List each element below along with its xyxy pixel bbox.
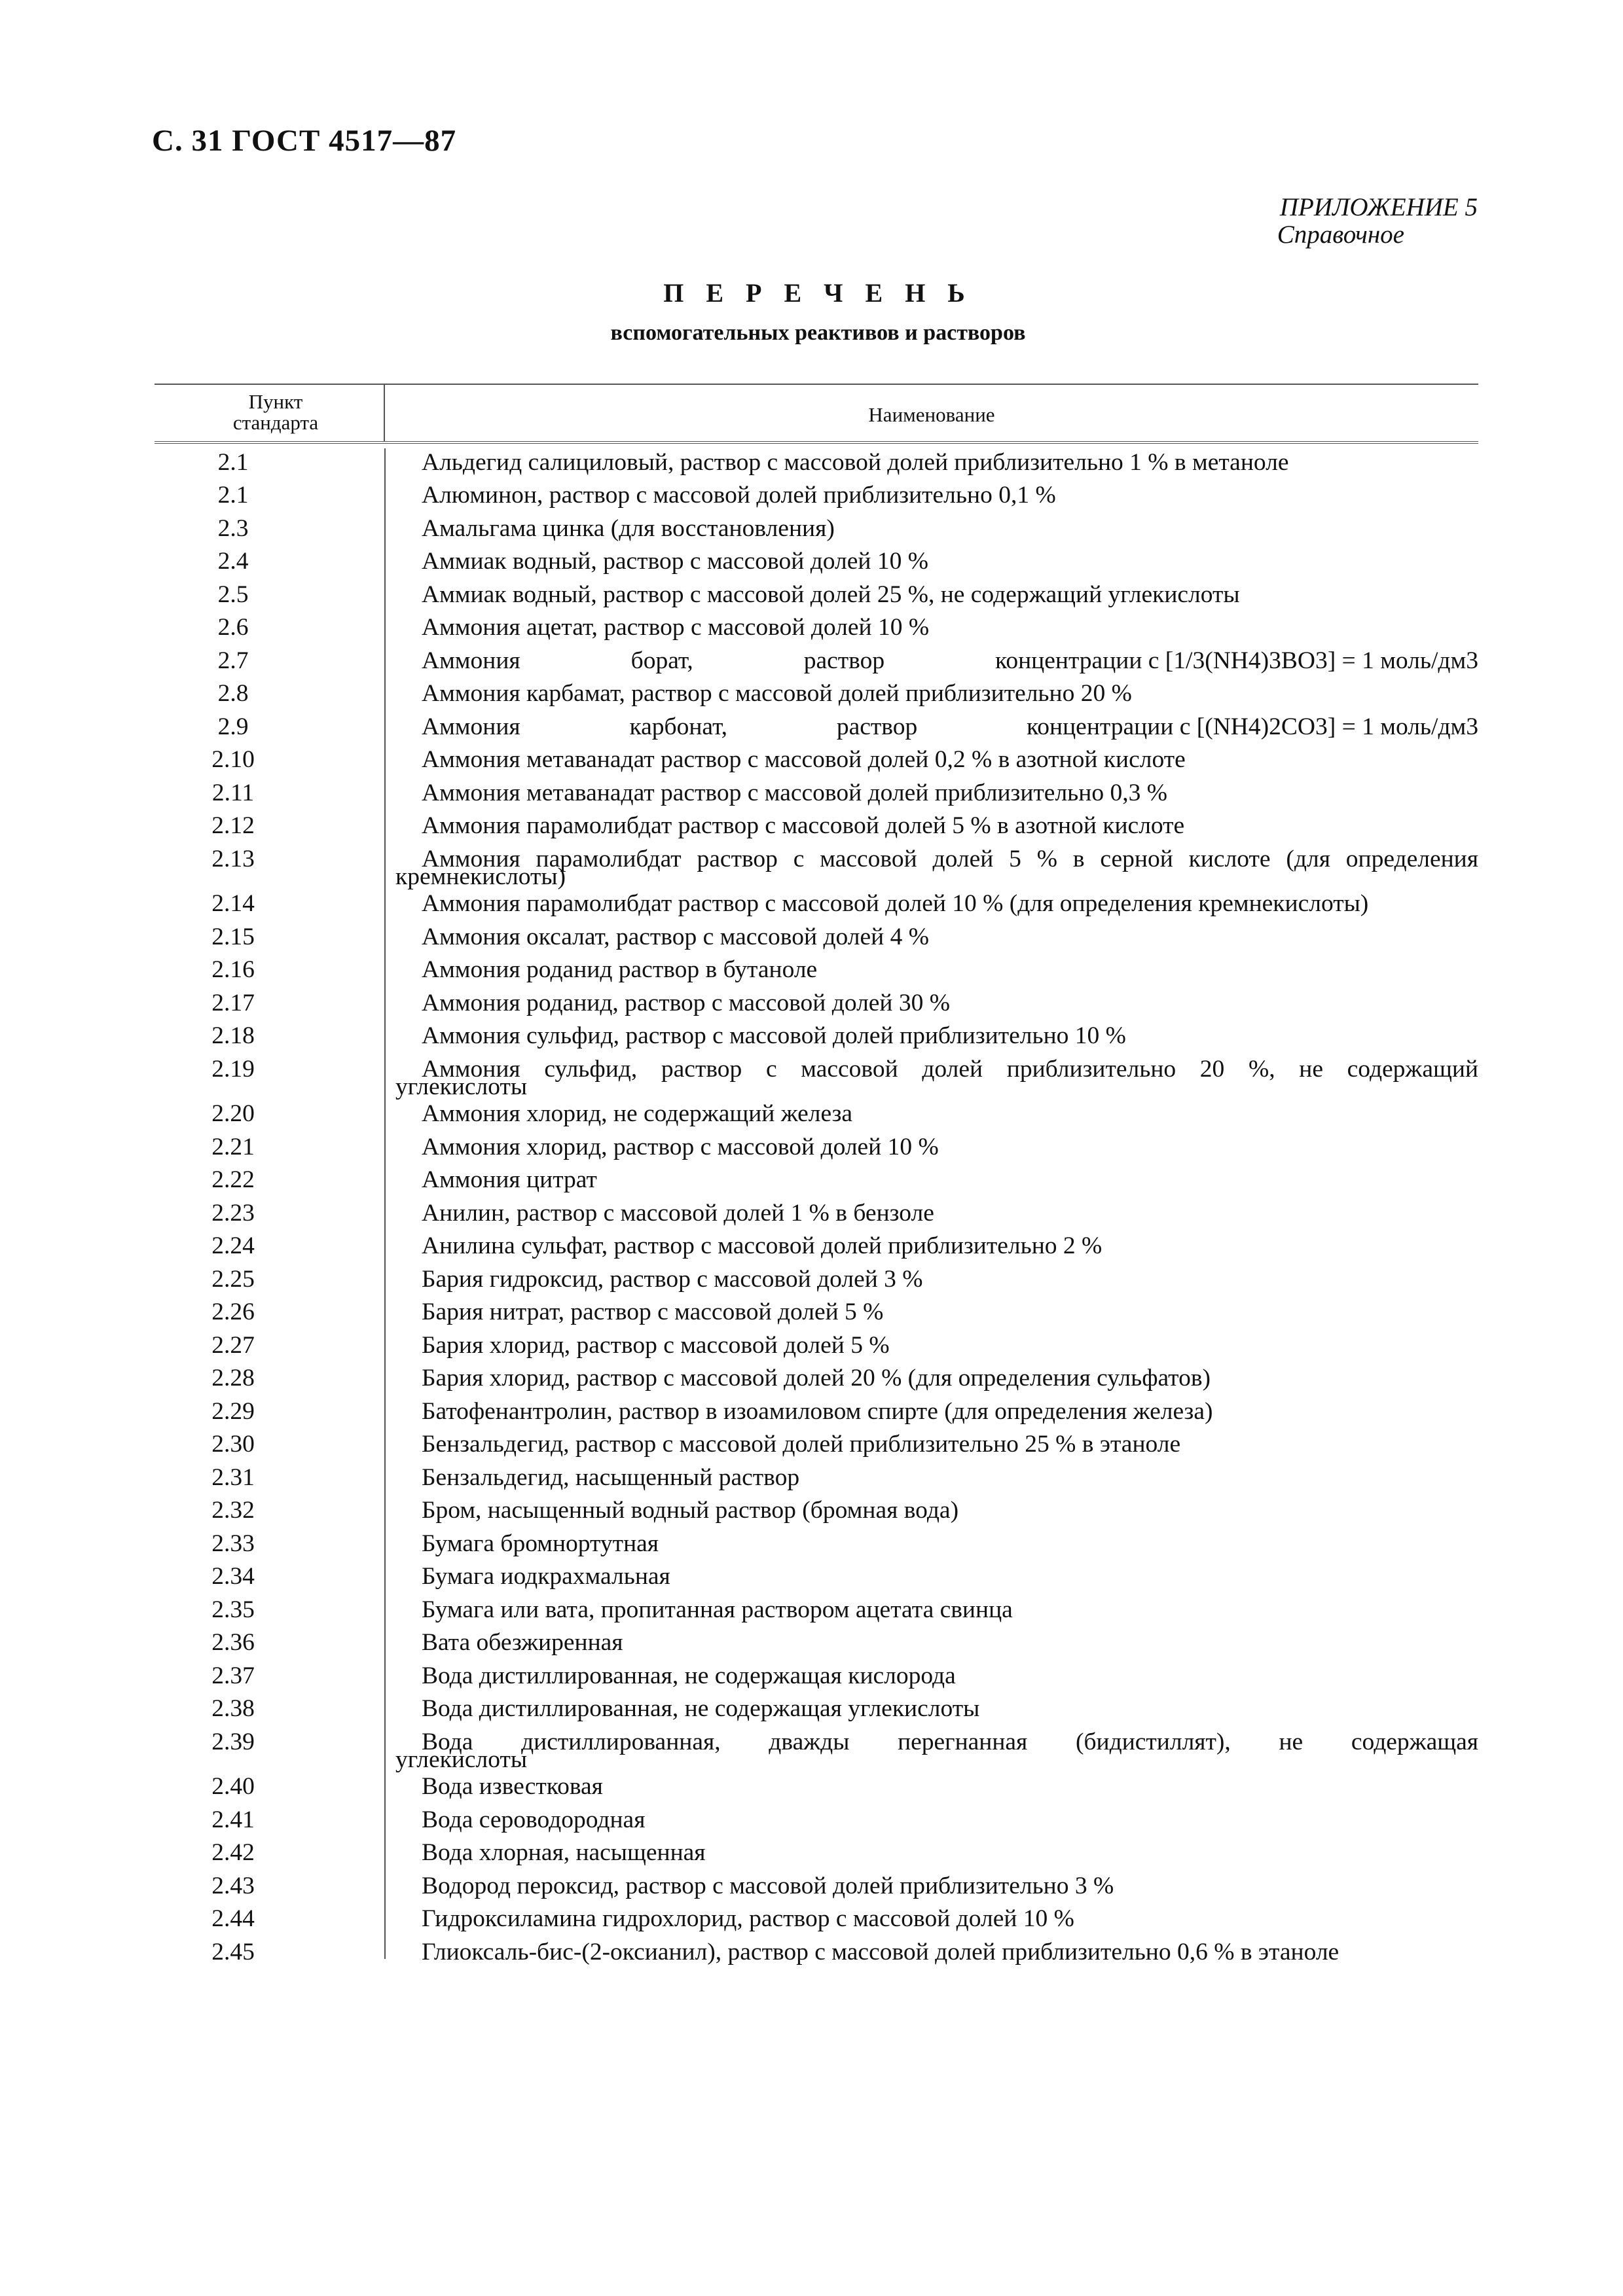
item-name-text: Батофенантролин, раствор в изоамиловом спирте (для определения железа) [422,1397,1213,1425]
item-number: 2.1 [217,448,249,476]
item-name-line1: Аммония сульфид, раствор с массовой долей приблизительно 20 %, не содержащий [422,1055,1478,1083]
item-name [385,1938,1478,1967]
item-name-text: Гидроксиламина гидрохлорид, раствор с массовой долей 10 % [422,1905,1074,1932]
table-row [155,1133,1478,1162]
item-name [385,1628,1478,1657]
table-row [155,1938,1478,1967]
table-row [155,1496,1478,1525]
item-number: 2.38 [211,1695,255,1722]
table-row [155,1562,1478,1591]
table-row [155,581,1478,609]
item-name-text: Аммония оксалат, раствор с массовой долей 4 % [422,923,929,950]
item-name-part: карбонат, [629,713,728,740]
item-name [385,1496,1478,1525]
item-name-text: Глиоксаль-бис-(2-оксианил), раствор с массовой долей приблизительно 0,6 % в этаноле [422,1938,1340,1965]
item-number: 2.22 [211,1166,255,1193]
table-row [155,1530,1478,1558]
item-name-text: Аммония карбамат, раствор с массовой долей приблизительно 20 % [422,680,1132,707]
table-row [155,812,1478,840]
item-name-text: Бензальдегид, раствор с массовой долей приблизительно 25 % в этаноле [422,1431,1181,1458]
table-row [155,1695,1478,1723]
table-row [155,647,1478,675]
item-number: 2.20 [211,1100,255,1127]
item-name [385,1772,1478,1801]
item-name [385,448,1478,477]
item-name [385,889,1478,918]
item-name [385,1166,1478,1194]
item-number: 2.12 [211,812,255,839]
item-name-spread [395,713,1478,742]
header-item-number [155,385,385,441]
item-name-text: Аммония парамолибдат раствор с массовой долей 5 % в азотной кислоте [422,812,1185,839]
item-name [385,514,1478,543]
table-body [155,448,1478,1967]
table-row [155,1331,1478,1360]
item-name-part: раствор [836,713,918,740]
item-number: 2.23 [211,1199,255,1227]
item-name-text: Анилин, раствор с массовой долей 1 % в бензоле [422,1199,934,1227]
item-number: 2.31 [211,1463,255,1491]
table-row [155,1839,1478,1867]
table-row [155,1872,1478,1901]
table-row [155,1628,1478,1657]
item-name-text: Бария хлорид, раствор с массовой долей 5 % [422,1331,890,1359]
item-name [385,1562,1478,1591]
table-row [155,779,1478,808]
item-name-text: Бумага иодкрахмальная [422,1563,670,1590]
item-name [385,989,1478,1018]
item-name [385,1232,1478,1261]
item-number: 2.18 [211,1022,255,1049]
item-number: 2.39 [211,1728,255,1755]
item-number: 2.3 [217,514,249,542]
item-number: 2.1 [217,482,249,509]
item-name-part: Аммония [422,713,520,740]
item-number: 2.33 [211,1530,255,1557]
table-row [155,1298,1478,1327]
item-name [385,1530,1478,1558]
item-number: 2.4 [217,548,249,575]
item-name-line2: углекислоты [395,1746,528,1773]
item-number: 2.35 [211,1596,255,1623]
table-row [155,613,1478,642]
item-name [385,779,1478,808]
item-name [385,581,1478,609]
table-row [155,1199,1478,1228]
item-name-text: Аммония метаванадат раствор с массовой долей 0,2 % в азотной кислоте [422,746,1186,773]
table-row [155,1728,1478,1773]
table-row [155,956,1478,984]
item-name [385,1133,1478,1162]
item-name [385,1100,1478,1128]
item-name [385,1298,1478,1327]
item-name-text: Аммония хлорид, раствор с массовой долей 10 % [422,1133,939,1160]
item-number: 2.27 [211,1331,255,1359]
table-row [155,1166,1478,1194]
item-name [385,481,1478,510]
table-row [155,547,1478,576]
item-number: 2.44 [211,1905,255,1932]
item-name [385,845,1478,890]
item-name-text: Бария хлорид, раствор с массовой долей 20 % (для определения сульфатов) [422,1365,1211,1391]
item-name-text: Бария нитрат, раствор с массовой долей 5 % [422,1299,884,1325]
item-name [385,1397,1478,1426]
item-name [385,1463,1478,1492]
table-row [155,679,1478,708]
item-number: 2.24 [211,1232,255,1259]
item-number: 2.13 [211,845,255,872]
item-number: 2.5 [217,581,249,608]
item-name-text: Альдегид салициловый, раствор с массовой долей приблизительно 1 % в метаноле [422,448,1289,476]
table-row [155,481,1478,510]
header-item-number-line2: стандарта [232,411,319,434]
item-number: 2.28 [211,1365,255,1391]
item-name [385,956,1478,984]
table-row [155,989,1478,1018]
item-name-text: Бумага или вата, пропитанная раствором ацетата свинца [422,1596,1013,1623]
table-row [155,1100,1478,1128]
item-name [385,1905,1478,1933]
item-name [385,647,1478,675]
item-name [385,1430,1478,1459]
item-number: 2.34 [211,1563,255,1590]
item-name [385,547,1478,576]
table-row [155,1596,1478,1624]
item-name-text: Аммония цитрат [422,1166,597,1193]
item-name-text: Амальгама цинка (для восстановления) [422,514,835,542]
item-name-line2: кремнекислоты) [395,863,566,890]
item-name-text: Аммиак водный, раствор с массовой долей 10 % [422,548,928,575]
item-name-text: Бензальдегид, насыщенный раствор [422,1463,800,1491]
item-number: 2.45 [211,1938,255,1965]
item-number: 2.30 [211,1431,255,1458]
table-row [155,1463,1478,1492]
item-name [385,1839,1478,1867]
item-number: 2.17 [211,989,255,1016]
item-name-line1: Аммония парамолибдат раствор с массовой долей 5 % в серной кислоте (для определения [422,845,1478,872]
item-name-text: Водород пероксид, раствор с массовой долей приблизительно 3 % [422,1872,1114,1899]
item-name-text: Вода известковая [422,1773,603,1800]
table-row [155,1662,1478,1691]
item-number: 2.19 [211,1055,255,1083]
item-name-text: Аммония роданид раствор в бутаноле [422,956,818,983]
item-name [385,1199,1478,1228]
item-number: 2.7 [217,647,249,674]
item-name-text: Аммиак водный, раствор с массовой долей 25 %, не содержащий углекислоты [422,581,1240,608]
item-name [385,613,1478,642]
header-name: Наименование [868,403,995,426]
item-name-text: Бария гидроксид, раствор с массовой долей 3 % [422,1265,923,1293]
item-name-text: Аммония метаванадат раствор с массовой долей приблизительно 0,3 % [422,779,1167,806]
table-row [155,1055,1478,1100]
item-name [385,923,1478,952]
item-number: 2.9 [217,713,249,740]
table-row [155,1364,1478,1393]
appendix-label [1277,193,1478,249]
table-row [155,845,1478,890]
table-row [155,923,1478,952]
item-number: 2.36 [211,1629,255,1656]
item-name [385,1596,1478,1624]
item-number: 2.25 [211,1265,255,1293]
item-number: 2.11 [211,779,255,806]
item-number: 2.32 [211,1497,255,1524]
header-item-number-line1: Пункт [248,390,303,413]
item-number: 2.37 [211,1662,255,1689]
item-number: 2.6 [217,614,249,641]
item-name [385,1662,1478,1691]
item-name [385,1806,1478,1835]
table-row [155,1430,1478,1459]
table-row [155,1397,1478,1426]
item-name [385,1364,1478,1393]
item-number: 2.42 [211,1839,255,1866]
page-reference: С. 31 ГОСТ 4517—87 [152,124,457,158]
item-name [385,679,1478,708]
item-name-text: Вода дистиллированная, не содержащая кислорода [422,1662,956,1689]
table-row [155,713,1478,742]
item-number: 2.10 [211,746,255,773]
table-row [155,1806,1478,1835]
table-row [155,1022,1478,1050]
item-name-text: Вата обезжиренная [422,1629,623,1656]
item-number: 2.41 [211,1806,255,1833]
item-name [385,812,1478,840]
item-name [385,745,1478,774]
item-name-text: Аммония ацетат, раствор с массовой долей 10 % [422,614,930,641]
item-name [385,1265,1478,1294]
item-name-part: борат, [630,647,693,674]
item-name [385,1331,1478,1360]
item-name-text: Бром, насыщенный водный раствор (бромная вода) [422,1497,959,1524]
item-name-text: Аммония сульфид, раствор с массовой долей приблизительно 10 % [422,1022,1126,1049]
item-name-text: Вода дистиллированная, не содержащая углекислоты [422,1695,980,1722]
item-name-text: Вода хлорная, насыщенная [422,1839,706,1866]
item-name-spread [395,647,1478,675]
item-name-text: Аммония парамолибдат раствор с массовой долей 10 % (для определения кремнекислоты) [422,890,1369,917]
item-name [385,1055,1478,1100]
item-name [385,1022,1478,1050]
item-number: 2.26 [211,1299,255,1325]
item-name-text: Бумага бромнортутная [422,1530,659,1557]
item-number: 2.40 [211,1773,255,1800]
reagents-table [155,384,1478,1967]
document-title: П Е Р Е Ч Е Н Ь [663,278,973,308]
item-name-text: Вода сероводородная [422,1806,646,1833]
table-row [155,1265,1478,1294]
table-row [155,1772,1478,1801]
table-row [155,514,1478,543]
item-name [385,1872,1478,1901]
table-row [155,889,1478,918]
document-subtitle: вспомогательных реактивов и растворов [610,321,1026,345]
appendix-number: ПРИЛОЖЕНИЕ 5 [1279,193,1478,221]
table-row [155,1232,1478,1261]
item-name-line2: углекислоты [395,1073,528,1100]
item-name-text: Аммония хлорид, не содержащий железа [422,1100,853,1127]
item-name-part: концентрации с [(NH4)2CO3] = 1 моль/дм3 [1026,713,1478,740]
item-name-text: Анилина сульфат, раствор с массовой долей приблизительно 2 % [422,1232,1103,1259]
item-name [385,1728,1478,1773]
table-header [155,384,1478,444]
item-name [385,713,1478,742]
item-number: 2.16 [211,956,255,983]
item-name-part: концентрации с [1/3(NH4)3BO3] = 1 моль/дм3 [995,647,1478,674]
item-name [385,1695,1478,1723]
item-name-text: Аммония роданид, раствор с массовой долей 30 % [422,989,950,1016]
item-name-text: Алюминон, раствор с массовой долей приблизительно 0,1 % [422,482,1056,509]
table-row [155,448,1478,477]
item-number: 2.14 [211,890,255,917]
appendix-type: Справочное [1277,221,1404,249]
item-number: 2.8 [217,680,249,707]
item-number: 2.43 [211,1872,255,1899]
item-name-line1: Вода дистиллированная, дважды перегнанная (бидистиллят), не содержащая [422,1728,1478,1755]
item-name-part: раствор [803,647,885,674]
item-number: 2.15 [211,923,255,950]
item-number: 2.29 [211,1397,255,1425]
table-row [155,1905,1478,1933]
table-row [155,745,1478,774]
item-name-part: Аммония [422,647,520,674]
item-number: 2.21 [211,1133,255,1160]
